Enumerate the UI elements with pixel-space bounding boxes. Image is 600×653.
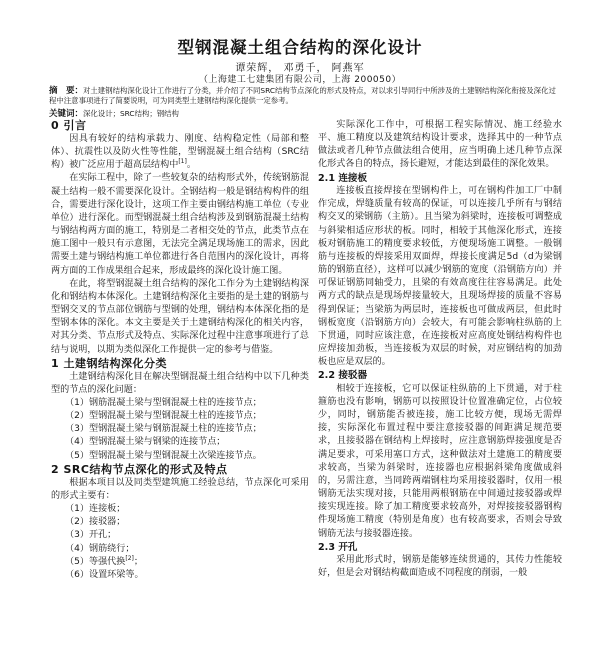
- keywords: [49, 109, 562, 119]
- subsection-heading-2-2: 2.2 接驳器: [318, 370, 368, 382]
- list-item: （6）设置环梁等。: [65, 569, 144, 580]
- section-heading-2: 2 SRC结构节点深化的形式及特点: [51, 462, 228, 476]
- paragraph-2-1: 连接板直接焊接在型钢构件上，可在钢构件加工厂中制作完成，焊缝质量有较高的保证，可以连接几乎所有与钢结构交叉的梁钢筋（主筋）。且当梁为斜梁时，连接板可调整成与斜梁相适应形状的板。同时，相较于其他深化形式，连接板对钢筋施工的精度要求较低，方便现场施工调整。一般钢筋与连接板的焊接采用双面焊，焊接长度满足5d（d为梁钢筋的钢筋直径），这样可以减少钢筋的宽度（沿钢筋方向）并可保证钢筋同轴受力，且梁的有效高度往往容易满足。此处两方式的缺点是现场焊接量较大，且现场焊接的质量不容易得到保证；当梁筋为两层时，连接板也可做成两层，但此时钢板宽度（沿钢筋方向）会较大，有可能会影响柱纵筋的上下贯通，同时应该注意，在连接板对应高度处钢结构构件也应焊接加劲板，当连接板为双层的时候，对应钢结构的加劲板也应是双层的。: [318, 186, 562, 368]
- paper-authors: 谭荣辉， 邓勇千， 阿燕军: [235, 63, 365, 74]
- list-item: （4）型钢混凝土梁与钢梁的连接节点；: [65, 437, 226, 448]
- citation-1: [1]: [178, 158, 187, 166]
- citation-2: [2]: [125, 554, 134, 562]
- paragraph-intro-3: 在此，将型钢混凝土组合结构的深化工作分为土建钢结构深化和钢结构本体深化。土建钢结构深化主要指的是土建的钢筋与型钢交叉的节点部位钢筋与型钢的处理，钢结构本体深化指的是型钢本体的深化。本文主要是关于土建钢结构深化的相关内容，对其分类、节点形式及特点、实际深化过程中注意事项进行了总结与说明，以期为类似深化工作提供一定的参考与借鉴。: [51, 278, 309, 355]
- list-item: （3）开孔；: [65, 530, 117, 541]
- abstract-text: 对土建钢结构深化设计工作进行了分类，并介绍了不同SRC结构节点深化的形式及特点，对以求引导同行中所涉及的土建钢结构深化衔接及深化过程中注意事项进行了简要说明，可为同类型土建钢结构深化提供一定参考。: [49, 86, 556, 105]
- paper-title: 型钢混凝土组合结构的深化设计: [177, 38, 423, 57]
- paper-affiliation: （上海建工七建集团有限公司，上海 200050）: [198, 75, 402, 85]
- paragraph-intro-2: 在实际工程中，除了一些较复杂的结构形式外，传统钢筋混凝土结构一般不需要深化设计。全钢结构一般是钢结构构件的组合，需要进行深化设计，这项工作主要由钢结构施工单位（专业单位）进行深化。而型钢混凝土组合结构涉及到钢筋混凝土结构与钢结构两方面的施工，特别是二者相交处的节点，此类节点在施工图中一般只有示意图，无法完全满足现场施工的需求，因此需要土建与钢结构施工单位都进行各自范围内的深化设计，再将两方面的工作成果组合起来，形成最终的深化设计施工图。: [51, 173, 309, 276]
- section-heading-intro: 0 引言: [51, 119, 87, 132]
- paragraph-section-1: 土建钢结构深化目在解决型钢混凝土组合结构中以下几种类型的节点的深化问题：: [51, 371, 309, 395]
- section-heading-1: 1 土建钢结构深化分类: [51, 356, 167, 370]
- list-item: （3）型钢混凝土梁与钢筋混凝土柱的连接节点；: [65, 424, 262, 435]
- keywords-text: 深化设计；SRC结构；钢结构: [83, 109, 179, 118]
- paragraph-2-2: 相较于连接板，它可以保证柱纵筋的上下贯通，对于柱箍筋也没有影响，钢筋可以按照设计位置准确定位，占位较少，同时，钢筋能否被连接，施工比较方便，现场无需焊接，实际深化布置过程中要注意接驳器的间距满足规范要求，且接驳器在钢结构上焊接时，应注意钢筋焊接强度是否满足要求，可采用塞口方式，这种做法对土建施工的精度要求较高，当梁为斜梁时，连接器也应根据斜梁角度做成斜的，另需注意，当同跨两端钢柱均采用接驳器时，仅用一根钢筋无法实现对接，只能用两根钢筋在中间通过接驳器或焊接实现连接。除了加工精度要求较高外，对焊接接驳器钢构件现场施工精度（特别是角度）也有较高要求，否则会导致钢筋无法与接驳器连接。: [318, 383, 562, 539]
- right-column: [318, 119, 562, 581]
- list-item: （2）接驳器；: [65, 517, 126, 528]
- subsection-heading-2-3: 2.3 开孔: [318, 541, 358, 553]
- subsection-heading-2-1: 2.1 连接板: [318, 172, 368, 184]
- paragraph-2-3: 采用此形式时，钢筋是能够连续贯通的，其传力性能较好，但是会对钢结构截面造成不同程度的削弱，一般: [318, 555, 562, 579]
- list-item: （4）钢筋绕行；: [65, 543, 135, 554]
- list-item: （1）连接板；: [65, 504, 126, 515]
- keywords-label: 关键词：: [49, 109, 84, 119]
- list-item: （5）等强代换[2]；: [65, 554, 143, 567]
- abstract: [49, 86, 562, 106]
- paragraph-intro-1: 因具有较好的结构承载力、刚度、结构稳定性（局部和整体）、抗震性以及防火性等性能，型钢混凝土组合结构（SRC结构）被广泛应用于超高层结构中[1]。: [51, 134, 309, 171]
- list-item: （5）型钢混凝土梁与型钢混凝土次梁连接节点。: [65, 450, 262, 461]
- abstract-label: 摘 要：: [49, 86, 84, 96]
- list-item: （2）型钢混凝土梁与型钢混凝土柱的连接节点；: [65, 411, 262, 422]
- paragraph-right-1: 实际深化工作中，可根据工程实际情况、施工经验水平、施工精度以及建筑结构设计要求，选择其中的一种节点做法或者几种节点做法组合使用，应当明确上述几种节点深化形式各自的特点，扬长避短，才能达到最佳的深化效果。: [318, 120, 562, 170]
- list-item: （1）钢筋混凝土梁与型钢混凝土柱的连接节点；: [65, 397, 262, 408]
- left-column: [51, 119, 309, 582]
- paragraph-section-2: 根据本项目以及同类型建筑施工经验总结，节点深化可采用的形式主要有：: [51, 477, 309, 501]
